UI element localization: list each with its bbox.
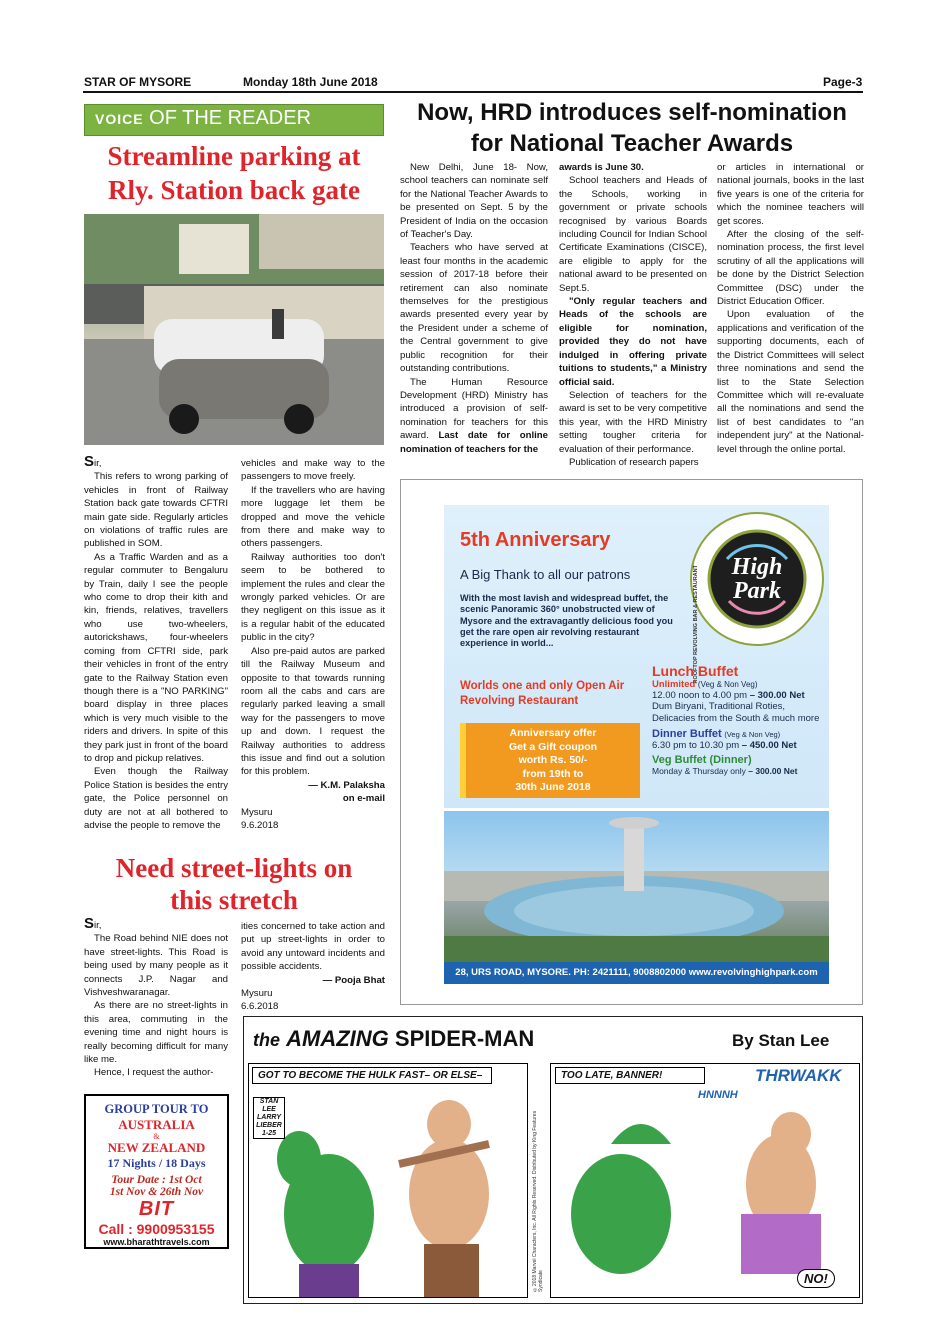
letter1-para: As a Traffic Warden and as a regular commuter to Bengaluru by Train, daily I see the people who come to drop their kith and kin, friends, relatives, travellers who use two-wheelers, autorickshaws, four-wheelers coming from CFTRI side, park their vehicles in front of the entry gate to the Railway Station even though there is a "NO PARKING" board display in three places which is very much visible to the riders and drivers. In spite of this they park just in front of the board to drop and pickup relatives. [84, 551, 228, 764]
tour-line5: Tour Date : 1st Oct [111, 1174, 202, 1186]
logo-line2: Park [733, 578, 781, 604]
hrd-para: Upon evaluation of the applications and verification of the supporting documents, each of the District Committees will select three nominations and send the list to the State Selection Committee which will re-evaluate all the nominations and send the list of best candidates to "an independent jury" at the National-level through the online portal. [717, 309, 864, 455]
logo-line1: High [731, 554, 783, 580]
lunch-time: 12.00 noon to 4.00 pm [652, 690, 748, 701]
letter2-date: 6.6.2018 [241, 1001, 279, 1013]
hrd-para: School teachers and Heads of the Schools, working in government or private schools recognised by various Boards including Council for Indian School Certificate Examinations (CISCE), are eligible to apply for the national award to be presented on Sept.5. [559, 175, 707, 294]
letter2-col1 [84, 917, 228, 1080]
letter2-headline-line2: this stretch [170, 885, 298, 915]
comic-sfx-hnnnh: HNNNH [698, 1089, 738, 1101]
hrd-col3 [717, 161, 864, 456]
page-number: Page-3 [823, 75, 863, 89]
hrd-bold-head: awards is June 30. [559, 162, 644, 173]
tour-url[interactable]: www.bharathtravels.com [103, 1237, 210, 1247]
parking-photo [84, 214, 384, 445]
comic-panel-1-art [249, 1064, 528, 1298]
ad-footer[interactable]: 28, URS ROAD, MYSORE. PH: 2421111, 9008802000 www.revolvinghighpark.com [444, 962, 829, 984]
letter2-para: ities concerned to take action and put up street-lights in order to avoid any untoward incidents and possible accidents. [241, 921, 385, 973]
hrd-quote: "Only regular teachers and Heads of the schools are eligible for nomination, provided they do not have indulged in offering private tuitions to students," a Ministry official said. [559, 296, 707, 388]
letter1-col1 [84, 455, 228, 832]
tour-amp: & [153, 1132, 160, 1141]
comic-author: By Stan Lee [732, 1031, 830, 1050]
comic-title-rest: SPIDER-MAN [394, 1026, 535, 1051]
tour-logo: BIT [138, 1198, 175, 1220]
letter1-date: 9.6.2018 [241, 819, 279, 831]
parking-photo-art [84, 214, 384, 445]
offer-line: Anniversary offer [509, 727, 597, 739]
hrd-para: Selection of teachers for the award is set to be very competitive this year, with the HRD Ministry setting tougher criteria for evaluation of their performance. [559, 389, 707, 455]
letter2-place: Mysuru [241, 988, 273, 1000]
lunch-price: – 300.00 Net [749, 690, 805, 701]
thanks-line: A Big Thank to all our patrons [460, 567, 631, 582]
lunch-menu: Dum Biryani, Traditional Roties, Delicacies from the South & much more [652, 701, 820, 724]
letter1-salutation: ir, [94, 458, 102, 469]
hrd-para: The Human Resource Development (HRD) Ministry has introduced a provision of self-nomination for teachers for this award. [400, 376, 548, 442]
letter2-headline-line1: Need street-lights on [115, 853, 353, 883]
tour-line2: AUSTRALIA [118, 1117, 195, 1132]
comic-title-amazing: AMAZING [286, 1026, 389, 1051]
offer-line: Get a Gift coupon [508, 740, 598, 753]
letter1-para: If the travellers who are having more luggage let them be dropped and move the vehicle from there and make way to others passengers. [241, 484, 385, 550]
letter2-signature: — Pooja Bhat [322, 974, 385, 986]
hrd-headline-line1: Now, HRD introduces self-nomination [417, 99, 847, 126]
hrd-para: New Delhi, June 18- Now, school teachers can nominate self for the National Teacher Awards to be presented on Sept. 5 by the President of India on the occasion of Teacher's Day. [400, 162, 548, 241]
hrd-headline-line2: for National Teacher Awards [470, 130, 794, 157]
letter1-col2 [241, 457, 385, 832]
ad-worlds-one: Worlds one and only Open Air Revolving Restaurant [460, 680, 625, 707]
offer-line: from 19th to [522, 767, 584, 780]
letter1-signature: — K.M. Palaksha [308, 779, 385, 791]
hrd-col2 [559, 161, 707, 469]
paper-name: STAR OF MYSORE [84, 75, 192, 89]
logo-text [687, 555, 827, 603]
letter2-dropcap: S [84, 915, 95, 932]
ad-blurb: With the most lavish and widespread buffet, the scenic Panoramic 360° unobstructed view of Mysore and the extravagantly delicious food you get the rare open air revolving restaurant experience in world... [460, 593, 673, 649]
tour-ad[interactable] [84, 1094, 229, 1249]
logo-ring-text: ROOFTOP REVOLVING BAR & RESTAURANT [693, 565, 699, 684]
comic-credit: STAN LEE LARRY LIEBER 1-25 [253, 1097, 285, 1139]
gift-coupon-offer [460, 723, 640, 798]
comic-bubble-1: GOT TO BECOME THE HULK FAST– OR ELSE– [252, 1067, 492, 1084]
highpark-ad[interactable] [444, 505, 829, 808]
letter2-salutation: ir, [94, 920, 102, 931]
issue-date: Monday 18th June 2018 [243, 75, 378, 89]
rooftop-photo-art [444, 811, 829, 962]
buffet-menu [652, 663, 827, 776]
hrd-para: Publication of research papers [569, 456, 699, 468]
letter1-para: Even though the Railway Police Station is besides the entry gate, the Police personnel on duty are not at all bothered to advise the people to remove the [84, 766, 228, 831]
dinner-veg: (Veg & Non Veg) [724, 730, 781, 739]
letter1-place: Mysuru [241, 806, 273, 818]
letter1-via: on e-mail [342, 793, 385, 805]
comic-bubble-3: NO! [797, 1269, 835, 1288]
tour-line1: GROUP TOUR TO [104, 1102, 209, 1116]
veg-buffet-price: – 300.00 Net [748, 766, 798, 776]
dinner-time: 6.30 pm to 10.30 pm [652, 740, 740, 751]
letter1-headline-line1: Streamline parking at [107, 141, 361, 171]
comic-sfx-thrwakk: THRWAKK [755, 1066, 842, 1085]
header-rule [83, 91, 863, 93]
offer-line: worth Rs. 50/- [518, 754, 588, 766]
voice-of-reader-banner [84, 104, 384, 136]
hrd-para: or articles in international or national journals, books in the last five years is one of the criteria for which the nominee teachers will get scores. [717, 162, 864, 227]
letter1-para: Also pre-paid autos are parked till the Railway Museum and opposite to that towards running room all the cabs and cars are regularly parked leaving a small way for the passengers to move up and down. I request the Railway authorities to address this issue and find out a solution for this problem. [241, 645, 385, 778]
letter1-para: This refers to wrong parking of vehicles in front of Railway Station back gate towards CFTRI main gate side. Regularly articles on violations of traffic rules are published in SOM. [84, 471, 228, 550]
rooftop-photo [444, 811, 829, 962]
letter2-para: As there are no street-lights in this area, commuting in the evening time and night hours is really becoming difficult for many like me. [84, 1000, 228, 1066]
comic-title-the: the [253, 1030, 280, 1050]
anniversary-title: 5th Anniversary [460, 529, 611, 551]
tour-line3: NEW ZEALAND [107, 1140, 206, 1155]
letter1-headline [84, 139, 384, 207]
letter1-headline-line2: Rly. Station back gate [107, 175, 361, 205]
comic-panel-1 [248, 1063, 528, 1298]
tour-line6: 1st Nov & 26th Nov [109, 1186, 204, 1198]
lunch-title: Lunch Buffet [652, 663, 739, 679]
letter2-headline [84, 852, 384, 916]
dinner-title: Dinner Buffet [652, 728, 722, 740]
comic-title [253, 1026, 534, 1052]
letter2-para: Hence, I request the author- [94, 1067, 214, 1079]
dinner-price: – 450.00 Net [741, 740, 797, 751]
comic-copyright: ©2018 Marvel Characters, Inc. All Rights Reserved. Distributed by King Features Syndicate [532, 1110, 544, 1292]
veg-buffet-title: Veg Buffet (Dinner) [652, 754, 752, 766]
hrd-para: Teachers who have served at least four months in the academic session of 2017-18 before their retirement can also nominate themselves for the prestigious awards presented every year by the President under a scheme of the Central government to give public recognition for their outstanding contributions. [400, 242, 548, 375]
lunch-unlimited: Unlimited [652, 679, 696, 690]
letter1-dropcap: S [84, 453, 95, 470]
voice-label-rest: OF THE READER [149, 107, 312, 129]
hrd-headline [400, 97, 864, 159]
letter1-para: vehicles and make way to the passengers to move freely. [241, 458, 385, 483]
letter2-col2 [241, 920, 385, 1014]
voice-label: VOICE [95, 111, 144, 127]
comic-bubble-2: TOO LATE, BANNER! [555, 1067, 705, 1084]
hrd-col1 [400, 161, 548, 456]
lunch-veg: (Veg & Non Veg) [697, 680, 758, 689]
tour-phone: Call : 9900953155 [98, 1221, 215, 1237]
offer-line: 30th June 2018 [515, 781, 591, 793]
tour-line4: 17 Nights / 18 Days [107, 1156, 206, 1170]
letter1-para: Railway authorities too don't seem to be bothered to implement the rules and clear the wrongly parked vehicles. Or are they negligent on this issue as it is a regular habit of the educated public in the city? [241, 551, 385, 644]
hrd-bold-tail: Last date for online nomination of teachers for the [400, 430, 548, 455]
veg-buffet-days: Monday & Thursday only [652, 766, 746, 776]
letter2-para: The Road behind NIE does not have street-lights. This Road is being used by many people as it connects J.P. Nagar and Vishveshwaranagar. [84, 933, 228, 999]
hrd-para: After the closing of the self-nomination process, the first level scrutiny of all the applications will be done by the District Selection Committee (DSC) under the District Education Officer. [717, 229, 864, 308]
